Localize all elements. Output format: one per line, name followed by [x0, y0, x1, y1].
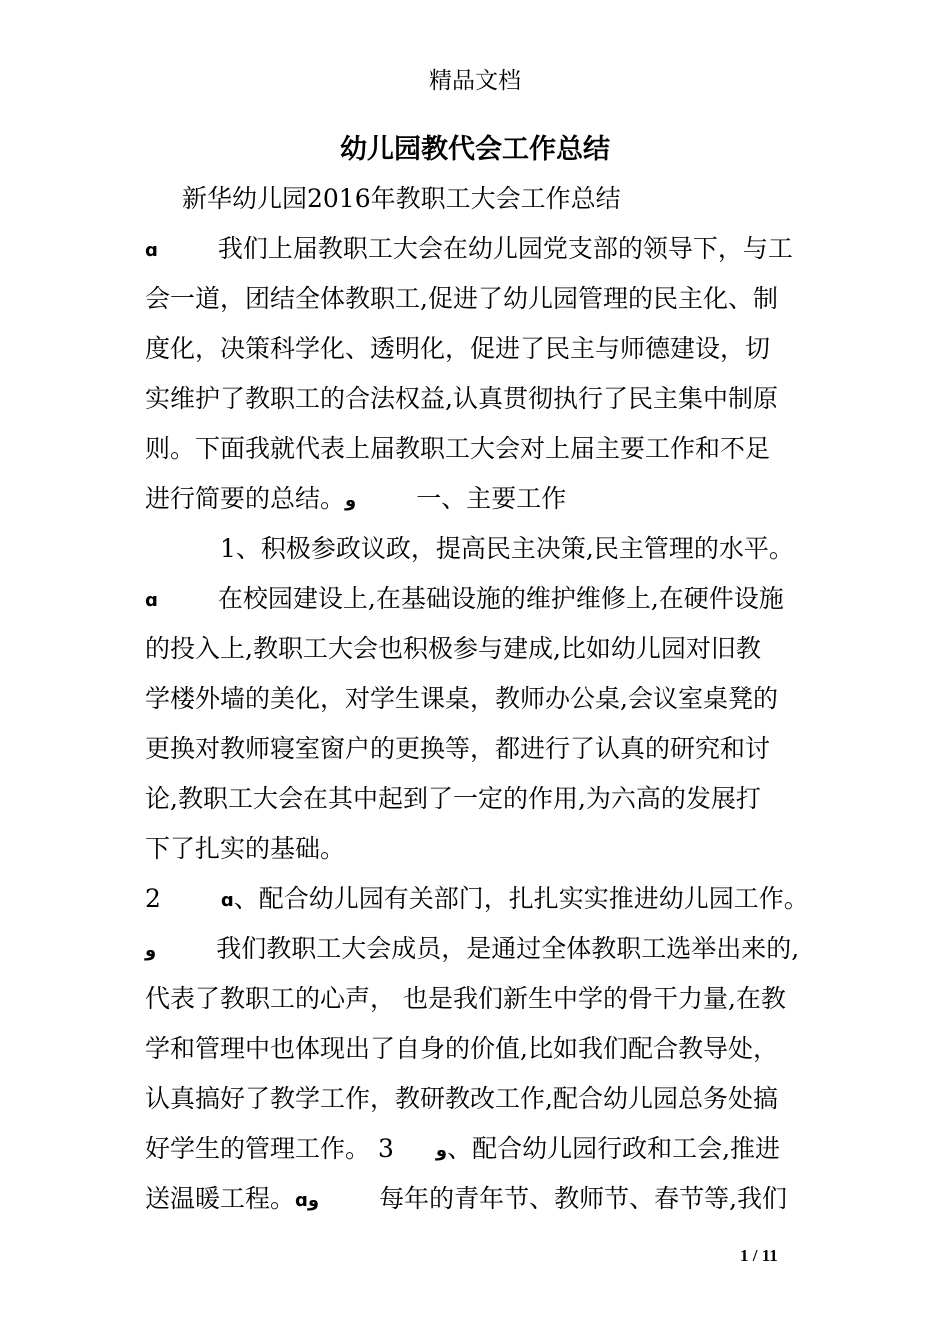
- bullet-mark: ɑ: [145, 590, 158, 611]
- section-heading: 一、主要工作: [416, 484, 567, 513]
- paragraph-line: 学楼外墙的美化，对学生课桌，教师办公桌,会议室桌凳的: [145, 684, 778, 713]
- item-heading: 1、积极参政议政，提高民主决策,民主管理的水平。: [220, 534, 794, 563]
- subtitle-line: 新华幼儿园2016年教职工大会工作总结: [182, 184, 621, 213]
- paragraph-line: 认真搞好了教学工作，教研教改工作,配合幼儿园总务处搞: [145, 1084, 778, 1113]
- page-header: 精品文档: [429, 68, 521, 94]
- paragraph-line: 好学生的管理工作。 3 ﻭ、配合幼儿园行政和工会,推进: [145, 1131, 825, 1169]
- paragraph-line: 代表了教职工的心声， 也是我们新生中学的骨干力量,在教: [145, 984, 786, 1013]
- paragraph-line: 下了扎实的基础。: [145, 834, 346, 863]
- item-heading: 2 ɑ、配合幼儿园有关部门，扎扎实实推进幼儿园工作。: [145, 881, 825, 919]
- bullet-mark: ﻭ: [145, 940, 157, 961]
- bullet-mark: ɑ: [145, 240, 158, 261]
- bullet-mark: ɑ: [220, 890, 234, 911]
- paragraph-line: 实维护了教职工的合法权益,认真贯彻执行了民主集中制原: [145, 384, 778, 413]
- paragraph-line: 送温暖工程。ɑﻭ 每年的青年节、教师节、春节等,我们: [145, 1181, 825, 1219]
- paragraph-line: ɑ 在校园建设上,在基础设施的维护维修上,在硬件设施: [145, 581, 825, 619]
- bullet-mark: ɑﻭ: [295, 1190, 320, 1211]
- paragraph-line: ﻭ 我们教职工大会成员，是通过全体教职工选举出来的,: [145, 931, 825, 969]
- paragraph-line: ɑ 我们上届教职工大会在幼儿园党支部的领导下，与工: [145, 231, 825, 269]
- paragraph-line: 论,教职工大会在其中起到了一定的作用,为六高的发展打: [145, 784, 761, 813]
- paragraph-line: 则。下面我就代表上届教职工大会对上届主要工作和不足: [145, 434, 771, 463]
- document-title: 幼儿园教代会工作总结: [340, 134, 610, 165]
- paragraph-line: 进行简要的总结。ﻭ 一、主要工作: [145, 481, 825, 519]
- paragraph-line: 学和管理中也体现出了自身的价值,比如我们配合教导处，: [145, 1034, 778, 1063]
- bullet-mark: ﻭ: [435, 1140, 448, 1161]
- page-number: 1 / 11: [740, 1246, 778, 1265]
- paragraph-line: 度化，决策科学化、透明化，促进了民主与师德建设，切: [145, 334, 771, 363]
- paragraph-line: 会一道，团结全体教职工,促进了幼儿园管理的民主化、制: [145, 284, 778, 313]
- paragraph-line: 的投入上,教职工大会也积极参与建成,比如幼儿园对旧教: [145, 634, 761, 663]
- bullet-mark: ﻭ: [345, 490, 357, 511]
- paragraph-line: 更换对教师寝室窗户的更换等，都进行了认真的研究和讨: [145, 734, 771, 763]
